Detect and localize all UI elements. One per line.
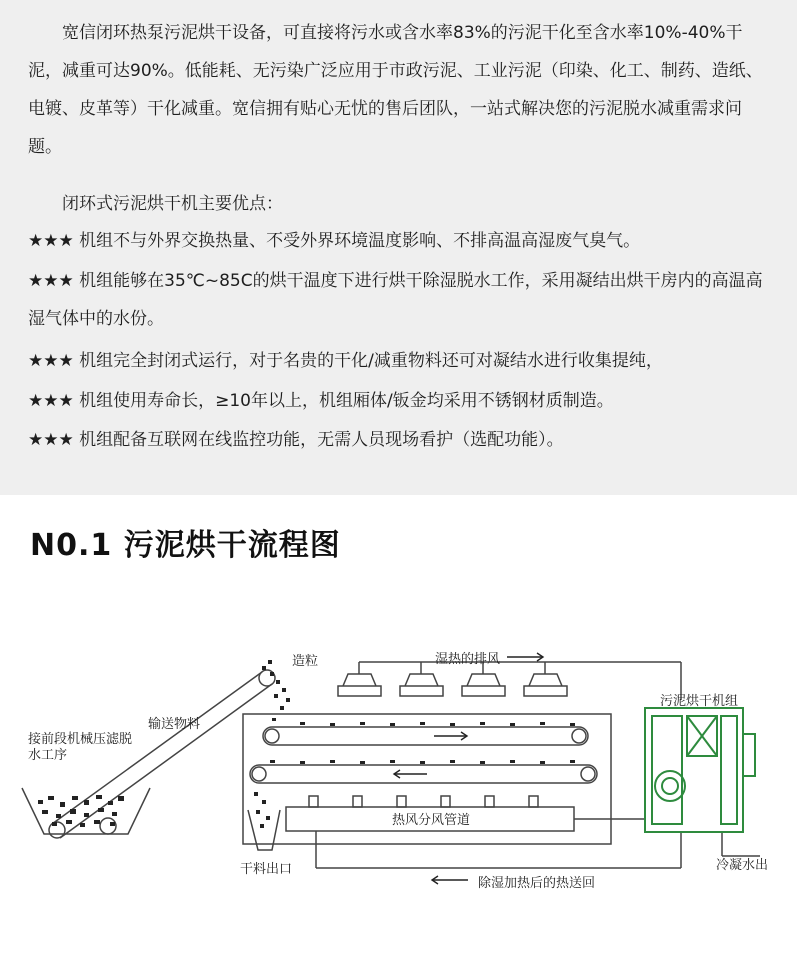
condensate-label: 冷凝水出 bbox=[716, 858, 769, 873]
granulate-label: 造粒 bbox=[292, 654, 319, 669]
feed-hopper bbox=[22, 788, 150, 834]
sludge-drying-flow-diagram bbox=[0, 610, 797, 910]
exhaust-hood bbox=[524, 674, 567, 696]
exhaust-hood bbox=[400, 674, 443, 696]
intro-paragraph: 宽信闭环热泵污泥烘干设备，可直接将污水或含水率83%的污泥干化至含水率10%-40%干泥，减重可达90%。低能耗、无污染广泛应用于市政污泥、工业污泥（印染、化工、制药、造纸、电镀、皮革等）干化减重。宽信拥有贴心无忧的售后团队，一站式解决您的污泥脱水减重需求问题。 bbox=[28, 23, 763, 157]
advantage-item: ★★★ 机组配备互联网在线监控功能，无需人员现场看护（选配功能）。 bbox=[28, 430, 564, 450]
exhaust-hood bbox=[338, 674, 381, 696]
advantage-item: ★★★ 机组能够在35℃~85C的烘干温度下进行烘干除湿脱水工作，采用凝结出烘干房内的高温高湿气体中的水份。 bbox=[28, 271, 763, 329]
advantage-item: ★★★ 机组不与外界交换热量、不受外界环境温度影响、不排高温高湿废气臭气。 bbox=[28, 231, 641, 251]
heat-pump-unit bbox=[645, 708, 755, 832]
exhaust-label: 湿热的排风 bbox=[435, 652, 501, 667]
section-title: N0.1 污泥烘干流程图 bbox=[30, 528, 341, 563]
air-duct-label: 热风分风管道 bbox=[392, 813, 471, 828]
upper-belt bbox=[263, 727, 588, 745]
heat-pump-unit-label: 污泥烘干机组 bbox=[660, 694, 739, 709]
conveyor-label: 输送物料 bbox=[148, 717, 201, 732]
exhaust-hood bbox=[462, 674, 505, 696]
return-air-label: 除湿加热后的热送回 bbox=[478, 876, 596, 891]
advantages-heading: 闭环式污泥烘干机主要优点： bbox=[62, 194, 283, 214]
pre-process-label: 接前段机械压滤脱水工序 bbox=[28, 732, 133, 763]
advantage-item: ★★★ 机组使用寿命长，≥10年以上，机组厢体/钣金均采用不锈钢材质制造。 bbox=[28, 391, 614, 411]
dry-outlet-label: 干料出口 bbox=[240, 862, 293, 877]
advantage-item: ★★★ 机组完全封闭式运行，对于名贵的干化/减重物料还可对凝结水进行收集提纯， bbox=[28, 351, 663, 371]
